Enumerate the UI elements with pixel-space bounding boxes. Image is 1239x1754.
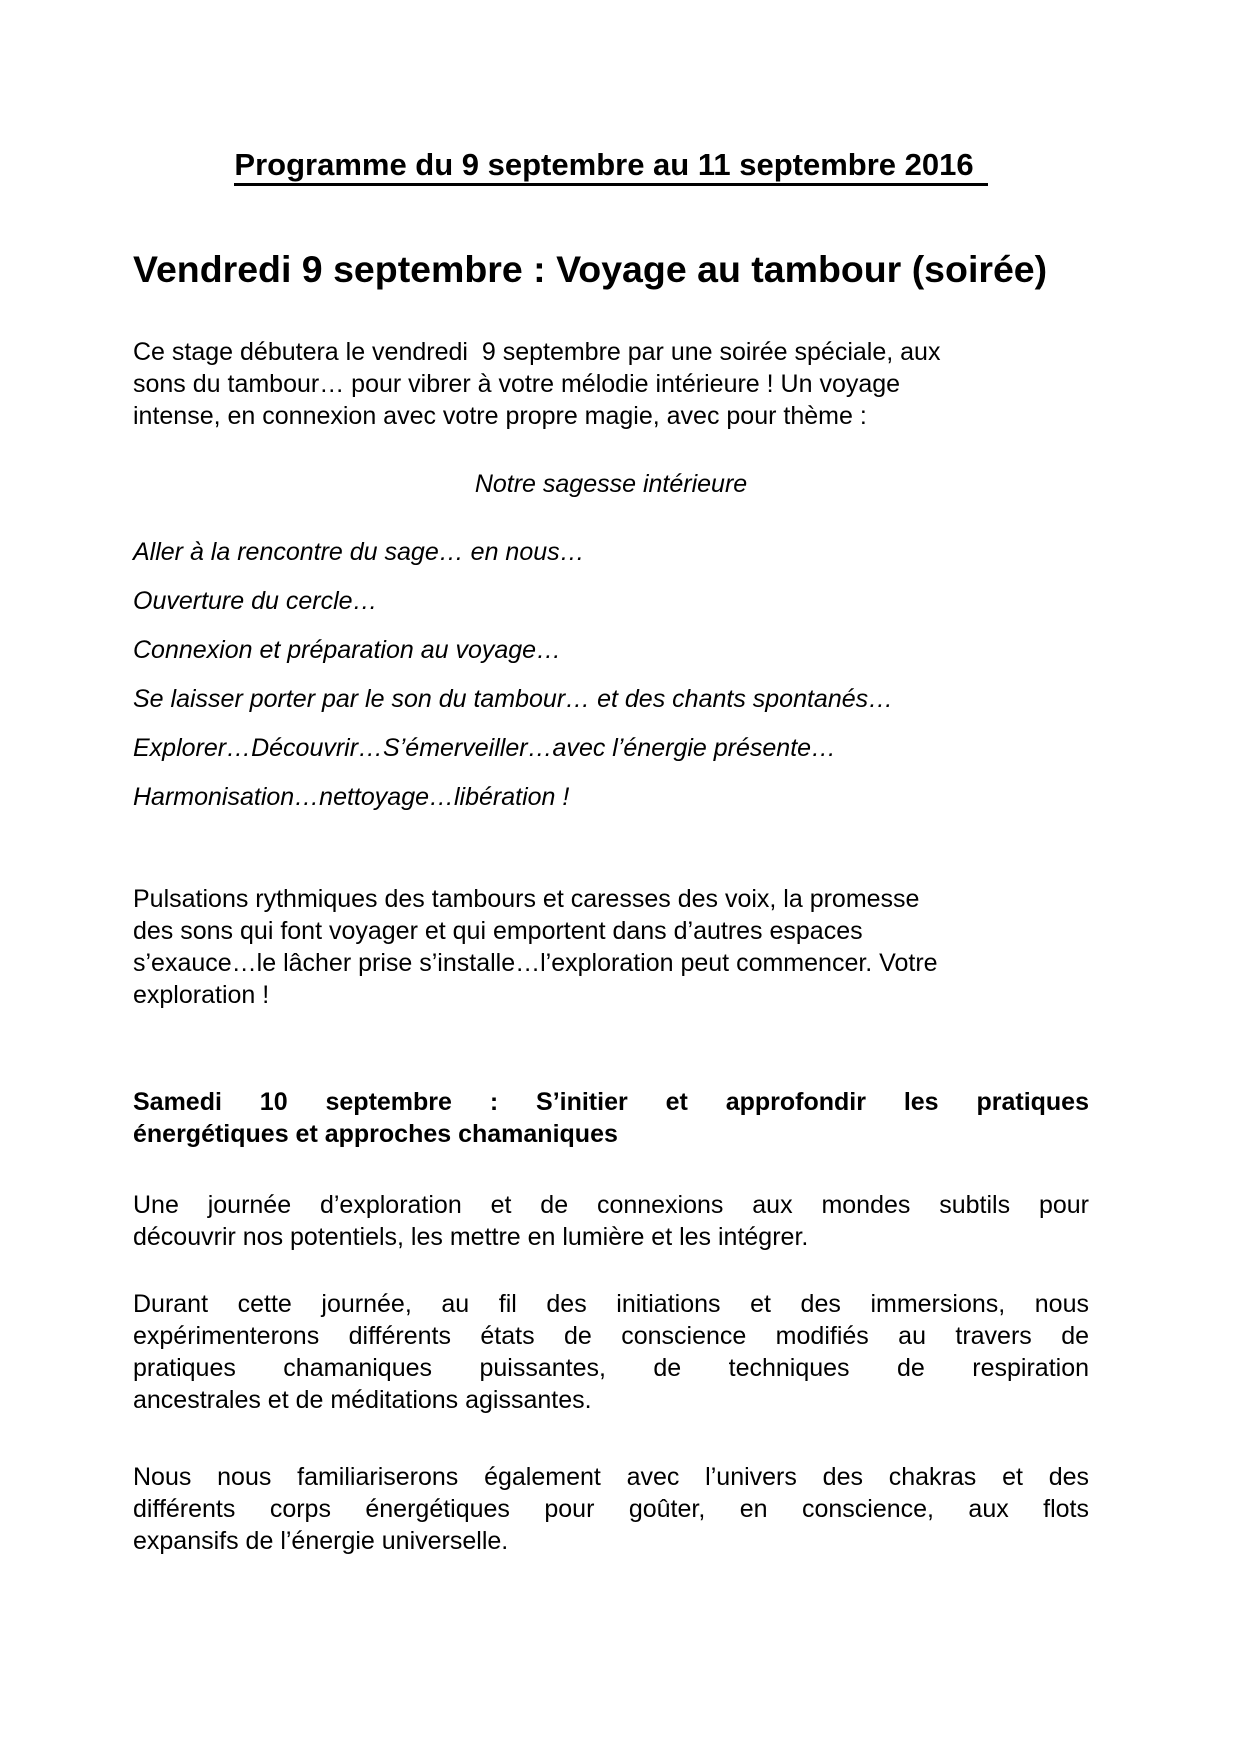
text-line: Durant cette journée, au fil des initiations et des immersions, nous (133, 1290, 1089, 1318)
nous-paragraph (133, 1461, 1089, 1557)
text-line: s’exauce…le lâcher prise s’installe…l’exploration peut commencer. Votre (133, 949, 938, 977)
text-line: sons du tambour… pour vibrer à votre mélodie intérieure ! Un voyage (133, 370, 901, 398)
pulsations-paragraph (133, 883, 1089, 1011)
theme-line: Aller à la rencontre du sage… en nous… (133, 538, 585, 566)
theme-line: Se laisser porter par le son du tambour… et des chants spontanés… (133, 685, 894, 713)
text-line: différents corps énergétiques pour goûter, en conscience, aux flots (133, 1495, 1089, 1523)
text-line: découvrir nos potentiels, les mettre en lumière et les intégrer. (133, 1223, 809, 1251)
theme-line: Ouverture du cercle… (133, 587, 378, 615)
document-title-text: Programme du 9 septembre au 11 septembre 2016 (234, 147, 987, 186)
text-line: Pulsations rythmiques des tambours et caresses des voix, la promesse (133, 885, 920, 913)
document-title (133, 146, 1089, 184)
theme-list (133, 536, 1089, 813)
theme-title: Notre sagesse intérieure (474, 470, 748, 498)
section-heading-samedi (133, 1086, 1089, 1150)
text-line: des sons qui font voyager et qui emportent dans d’autres espaces (133, 917, 863, 945)
text-line: Une journée d’exploration et de connexions aux mondes subtils pour (133, 1191, 1089, 1219)
text-line: Ce stage débutera le vendredi 9 septembre par une soirée spéciale, aux (133, 338, 941, 366)
theme-line: Explorer…Découvrir…S’émerveiller…avec l’énergie présente… (133, 734, 837, 762)
heading-line: énergétiques et approches chamaniques (133, 1120, 618, 1148)
text-line: expérimenterons différents états de conscience modifiés au travers de (133, 1322, 1089, 1350)
theme-line: Connexion et préparation au voyage… (133, 636, 562, 664)
theme-line: Harmonisation…nettoyage…libération ! (133, 783, 570, 811)
une-journee-paragraph (133, 1189, 1089, 1253)
section-heading-vendredi: Vendredi 9 septembre : Voyage au tambour (soirée) (133, 248, 1048, 290)
text-line: expansifs de l’énergie universelle. (133, 1527, 509, 1555)
text-line: pratiques chamaniques puissantes, de techniques de respiration (133, 1354, 1089, 1382)
text-line: Nous nous familiariserons également avec l’univers des chakras et des (133, 1463, 1089, 1491)
heading-line: Samedi 10 septembre : S’initier et approfondir les pratiques (133, 1088, 1089, 1116)
text-line: exploration ! (133, 981, 270, 1009)
intro-paragraph (133, 336, 1089, 432)
durant-paragraph (133, 1288, 1089, 1416)
text-line: ancestrales et de méditations agissantes. (133, 1386, 592, 1414)
text-line: intense, en connexion avec votre propre magie, avec pour thème : (133, 402, 867, 430)
